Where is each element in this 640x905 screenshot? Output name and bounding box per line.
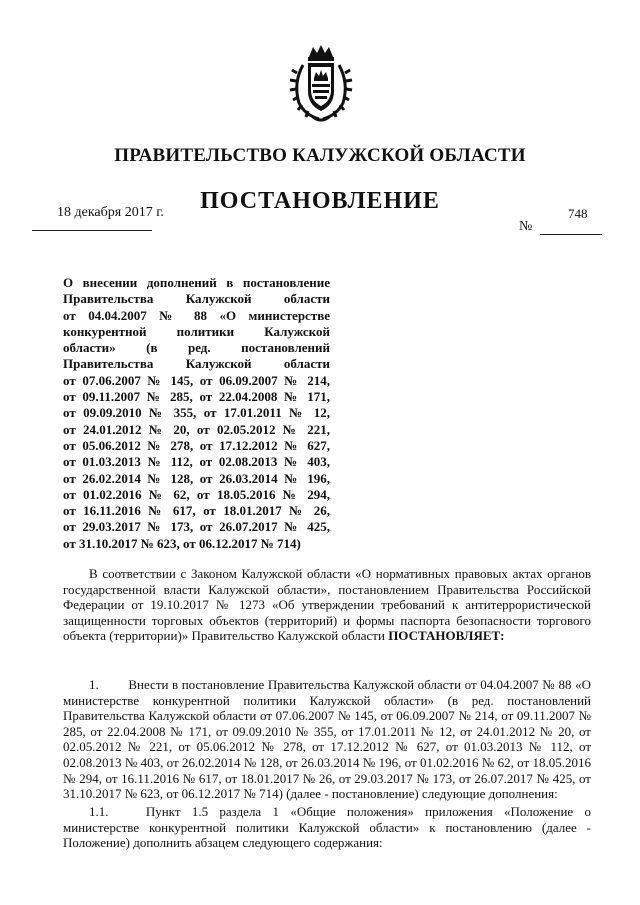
item-1-1-text: Пункт 1.5 раздела 1 «Общие положения» приложения «Положение о министерстве конкурентной политики Калужской области» к постановлению (далее - Положение) дополнить абзацем следующего содержания:	[63, 804, 592, 851]
item-1-text: Внести в постановление Правительства Калужской области от 04.04.2007 № 88 «О министерстве конкурентной политики Калужской области» (в ред. постановлений Правительства Калужской области от 07.06.2007 № 145, от 06.09.2007 № 214, от 09.11.2007 № 285, от 22.04.2008 № 171, от 09.09.2010 № 355, от 17.01.2011 № 12, от 24.01.2012 № 20, от 02.05.2012 № 221, от 05.06.2012 № 278, от 17.12.2012 № 627, от 01.03.2013 № 112, от 02.08.2013 № 403, от 26.02.2014 № 128, от 26.03.2014 № 196, от 01.02.2016 № 62, от 18.05.2016 № 294, от 16.11.2016 № 617, от 18.01.2017 № 26, от 29.03.2017 № 173, от 26.07.2017 № 425, от 31.10.2017 № 623, от 06.12.2017 № 714) (далее - постановление) следующие дополнения:	[63, 677, 591, 802]
item-1-1-paragraph	[63, 804, 591, 851]
title-line: от 24.01.2012 № 20, от 02.05.2012 № 221,	[63, 421, 330, 437]
title-line: от 16.11.2016 № 617, от 18.01.2017 № 26,	[63, 503, 330, 519]
title-line: от 09.11.2007 № 285, от 22.04.2008 № 171,	[63, 389, 330, 405]
kaluga-coat-of-arms-icon	[289, 43, 353, 125]
title-line: от 01.03.2013 № 112, от 02.08.2013 № 403,	[63, 454, 330, 470]
title-line: от 09.09.2010 № 355, от 17.01.2011 № 12,	[63, 405, 330, 421]
title-line: от 31.10.2017 № 623, от 06.12.2017 № 714)	[63, 535, 301, 551]
title-line: области» (в ред. постановлений	[63, 340, 330, 356]
document-date: 18 декабря 2017 г.	[57, 205, 164, 220]
document-number: 748	[568, 206, 588, 221]
item-1-1-number: 1.1.	[89, 804, 109, 819]
title-line: конкурентной политики Калужской	[63, 323, 330, 339]
date-underline	[32, 230, 152, 231]
title-line: от 05.06.2012 № 278, от 17.12.2012 № 627,	[63, 437, 330, 453]
number-label: №	[519, 219, 533, 234]
title-line: от 07.06.2007 № 145, от 06.09.2007 № 214,	[63, 372, 330, 388]
item-1-paragraph	[63, 677, 591, 802]
government-name: ПРАВИТЕЛЬСТВО КАЛУЖСКОЙ ОБЛАСТИ	[114, 145, 526, 166]
item-1-number: 1.	[89, 677, 99, 692]
decree-word: ПОСТАНОВЛЯЕТ:	[388, 628, 505, 644]
number-underline	[540, 234, 602, 235]
document-title	[63, 275, 330, 552]
title-line: О внесении дополнений в постановление	[63, 275, 330, 290]
preamble-paragraph	[63, 566, 591, 644]
title-line: от 04.04.2007 № 88 «О министерстве	[63, 307, 330, 323]
title-line: от 01.02.2016 № 62, от 18.05.2016 № 294,	[63, 486, 330, 502]
title-line: от 29.03.2017 № 173, от 26.07.2017 № 425,	[63, 519, 330, 535]
preamble-text: В соответствии с Законом Калужской области «О нормативных правовых актах органов государственной власти Калужской области», постановлением Правительства Российской Федерации от 19.10.2017 № 1273 «Об утверждении требований к антитеррористической защищенности торговых объектов (территорий) и формы паспорта безопасности торгового объекта (территории)» Правительство Калужской области	[63, 566, 591, 644]
title-line: от 26.02.2014 № 128, от 26.03.2014 № 196,	[63, 470, 330, 486]
title-line: Правительства Калужской области	[63, 356, 330, 372]
document-type: ПОСТАНОВЛЕНИЕ	[200, 188, 440, 214]
title-line: Правительства Калужской области	[63, 291, 330, 307]
